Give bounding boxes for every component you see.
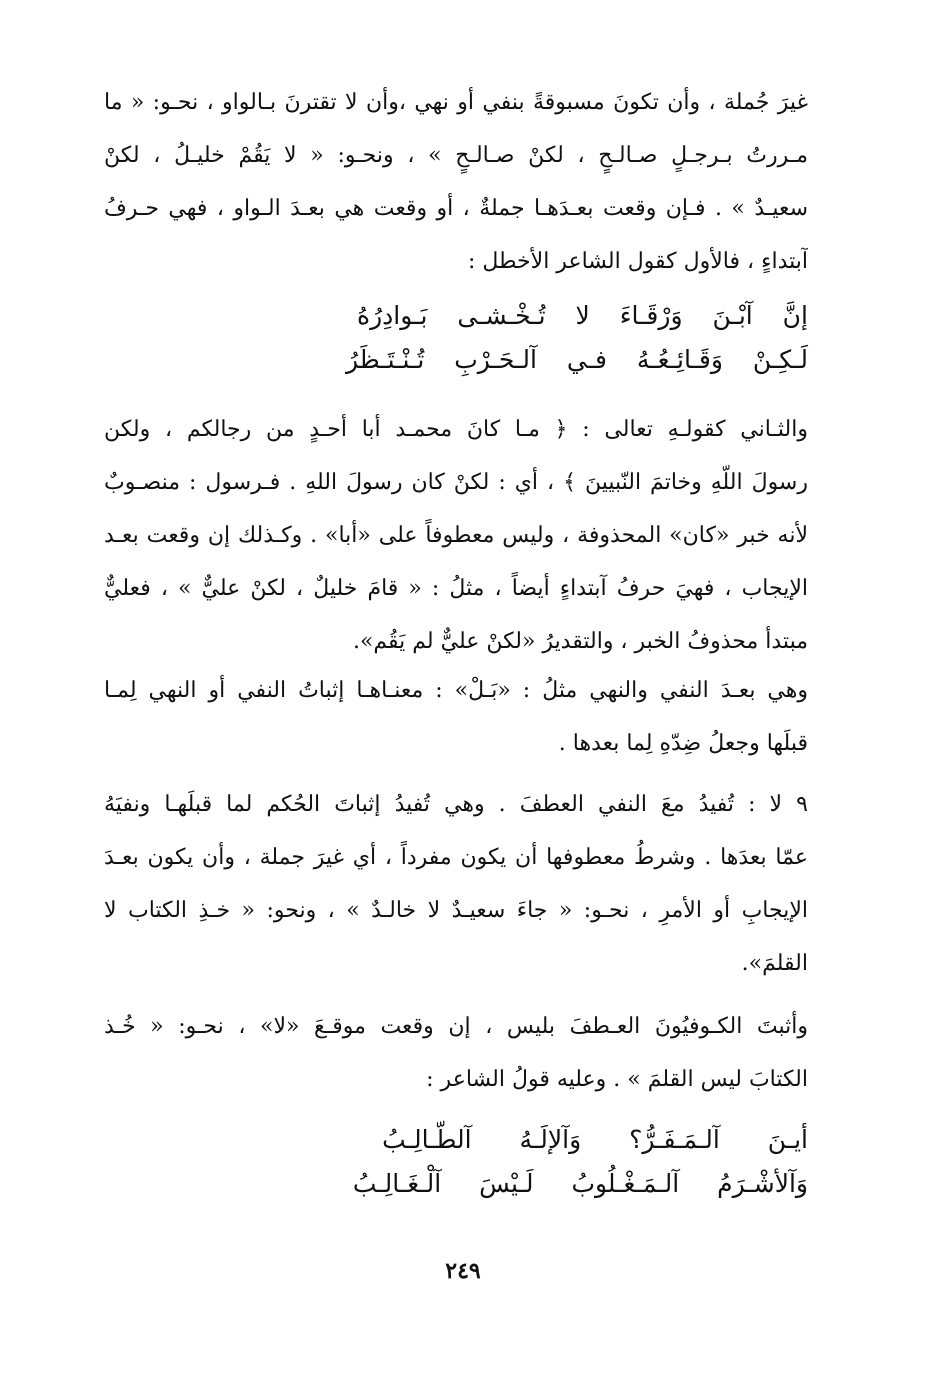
page-number: ٢٤٩ (445, 1258, 481, 1284)
paragraph-3 (104, 664, 808, 770)
text-line: وهي بعـدَ النفي والنهي مثلُ : «بَـلْ» : معنـاهـا إثباتُ النفي أو النهي لِمـا (104, 678, 808, 703)
paragraph-5 (104, 1000, 808, 1106)
text-line: لأنه خبر «كان» المحذوفة ، وليس معطوفاً على «أبا» . وكـذلك إن وقعت بعـد (104, 523, 808, 548)
text-line: رسولَ اللّهِ وخاتمَ النّبيينَ ﴾ ، أي : لكنْ كان رسولَ اللهِ . فـرسول : منصـوبٌ (104, 470, 808, 495)
verse-second-hemistich: لَـكِـنْ وَقَـائِـعُـهُ فـي آلـحَـرْبِ تُـنْـتَـظَرُ (345, 345, 808, 374)
verse-first-hemistich: إنَّ آبْـنَ وَرْقَـاءَ لا تُـخْـشـى بَـوادِرُهُ (356, 301, 808, 330)
text-line: غيرَ جُملة ، وأن تكونَ مسبوقةً بنفي أو نهي ،وأن لا تقترنَ بـالواو ، نحـو: « ما (104, 90, 808, 115)
text-line: الإيجابِ أو الأمرِ ، نحـو: « جاءَ سعيـدٌ لا خالـدٌ » ، ونحو: « خـذِ الكتاب لا (104, 898, 808, 923)
text-line: قبلَها وجعلُ ضِدّهِ لِما بعدها . (558, 731, 808, 756)
poem-verse-2 (353, 1118, 808, 1206)
text-line: القلمَ». (741, 951, 808, 976)
text-line: مـررتُ بـرجـلٍ صـالـحٍ ، لكنْ صـالـحٍ » ، ونحـو: « لا يَقُمْ خليـلُ ، لكنْ (104, 143, 808, 168)
paragraph-1 (104, 76, 808, 288)
text-line: آبتداءٍ ، فالأول كقول الشاعر الأخطل : (467, 249, 808, 274)
text-line: الكتابَ ليس القلمَ » . وعليه قولُ الشاعر : (426, 1067, 808, 1092)
text-line: سعيـدٌ » . فـإن وقعت بعـدَهـا جملةٌ ، أو وقعت هي بعـدَ الـواو ، فهي حـرفُ (104, 196, 808, 221)
paragraph-2 (104, 403, 808, 668)
text-line: والثـاني كقولـهِ تعالى : ﴿ مـا كانَ محمـد أبا أحـدٍ من رجالكم ، ولكن (104, 417, 808, 442)
poem-verse-1 (346, 294, 808, 382)
text-line: ٩ لا : تُفيدُ معَ النفي العطفَ . وهي تُفيدُ إثباتَ الحُكم لما قبلَهـا ونفيَهُ (104, 792, 808, 817)
text-line: وأثبتَ الكـوفيُونَ العـطفَ بليس ، إن وقعت موقـعَ «لا» ، نحـو: « خُـذ (104, 1014, 808, 1039)
text-line: عمّا بعدَها . وشرطُ معطوفها أن يكون مفرداً ، أي غيرَ جملة ، وأن يكون بعـدَ (104, 845, 808, 870)
verse-second-hemistich: وَآلأشْـرَمُ آلـمَـغْـلُوبُ لَـيْسَ آلْـغَـالِـبُ (352, 1169, 808, 1198)
paragraph-4 (104, 778, 808, 990)
text-line: مبتدأ محذوفُ الخبر ، والتقديرُ «لكنْ عليٌّ لم يَقُم». (352, 629, 808, 654)
verse-first-hemistich: أيـنَ آلـمَـفَـرُّ؟ وَآلإلَـهُ آلطّـالِـبُ (382, 1125, 808, 1154)
text-line: الإيجاب ، فهيَ حرفُ آبتداءٍ أيضاً ، مثلُ : « قامَ خليلٌ ، لكنْ عليٌّ » ، فعليٌّ (104, 576, 808, 601)
